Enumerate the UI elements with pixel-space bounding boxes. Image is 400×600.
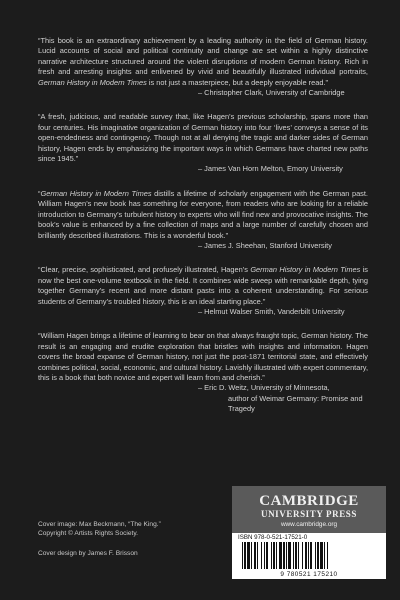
quote-text: “A fresh, judicious, and readable survey that, like Hagen’s previous scholarship, spans more than four centuries. His imaginative organization of German history into four ‘lives’ conveys a sense of its open-endedness and contingency. Though not at all denying the tragic and darker sides of German history, Hagen ends by emphasizing the important ways in which Germans have charted new paths since 1945.”	[38, 112, 368, 164]
blurb-attribution: – James Van Horn Melton, Emory University	[198, 164, 343, 174]
blurb-quote	[38, 265, 368, 307]
quote-text: “William Hagen brings a lifetime of learning to bear on that always fraught topic, German history. The result is an engaging and erudite exploration that bristles with insights and information. Hagen covers the broad expanse of German history, not just the post-1871 territorial state, and effectively combines political, social, economic, and cultural history. Lavishly illustrated with expert commentary, this is a book that both novice and expert will learn from and cherish.”	[38, 331, 368, 382]
review-blurb	[38, 265, 368, 317]
blurb-attribution: – Helmut Walser Smith, Vanderbilt University	[198, 306, 345, 316]
book-title-italic: German History in Modern Times	[40, 188, 152, 198]
blurb-attribution: – Christopher Clark, University of Cambridge	[198, 88, 345, 98]
design-credit: Cover design by James F. Brisson	[38, 549, 138, 557]
publisher-logo	[238, 494, 380, 529]
cover-image-credit: Cover image: Max Beckmann, “The King.”	[38, 521, 161, 528]
copyright-credit: Copyright © Artists Rights Society.	[38, 530, 139, 538]
isbn-label: ISBN 978-0-521-17521-0	[238, 534, 308, 541]
book-title-italic: German History in Modern Times	[250, 265, 361, 275]
publisher-subtitle: UNIVERSITY PRESS	[260, 509, 358, 519]
barcode-number: 9 780521 175210	[280, 571, 338, 578]
cover-credits	[38, 520, 238, 558]
quote-text: “This book is an extraordinary achievement by a leading authority in the field of German history. Lucid accounts of social and political continuity and change are set within a highly distinctive narrative architecture structured around the violent disruptions of modern German history. Rich in fresh and arresting insights and enlivened by vivid and beautifully illustrated individual portraits,	[38, 36, 368, 77]
blurb-quote	[38, 112, 368, 164]
quote-text: distills a lifetime of scholarly engagement with the German past. William Hagen’s new book has something for everyone, from readers who are looking for a reliable introduction to Germany’s turbulent history to experts who will find new and provocative insights. The book’s value is enhanced by a fine collection of maps and a large number of carefully chosen and brilliantly described illustrations. This is a wonderful book.”	[38, 188, 368, 240]
quote-text: “Clear, precise, sophisticated, and profusely illustrated, Hagen’s	[38, 265, 251, 275]
blurb-quote	[38, 36, 368, 88]
blurb-attribution: – James J. Sheehan, Stanford University	[198, 240, 332, 250]
barcode-block	[232, 533, 386, 579]
blurb-list	[38, 36, 368, 429]
review-blurb	[38, 331, 368, 414]
book-title-italic: German History in Modern Times	[38, 77, 147, 87]
blurb-quote	[38, 331, 368, 383]
quote-text: is not just a masterpiece, but a deeply enjoyable read.”	[146, 77, 328, 87]
review-blurb	[38, 112, 368, 174]
blurb-quote	[38, 189, 368, 241]
barcode-icon	[240, 542, 378, 569]
review-blurb	[38, 189, 368, 251]
publisher-url: www.cambridge.org	[280, 521, 338, 528]
blurb-attribution: – Eric D. Weitz, University of Minnesota,	[198, 383, 330, 393]
quote-text: is now the best one-volume textbook in the field. It combines wide sweep with remarkable depth, tying together Germany’s recent and more distant pasts into a coherent understanding. For serious students of Germany’s troubled history, this is an ideal starting place.”	[38, 265, 368, 306]
review-blurb	[38, 36, 368, 98]
quote-text: “	[38, 188, 41, 198]
blurb-attribution: author of Weimar Germany: Promise and Tragedy	[228, 393, 363, 414]
publisher-name: CAMBRIDGE	[259, 493, 359, 509]
